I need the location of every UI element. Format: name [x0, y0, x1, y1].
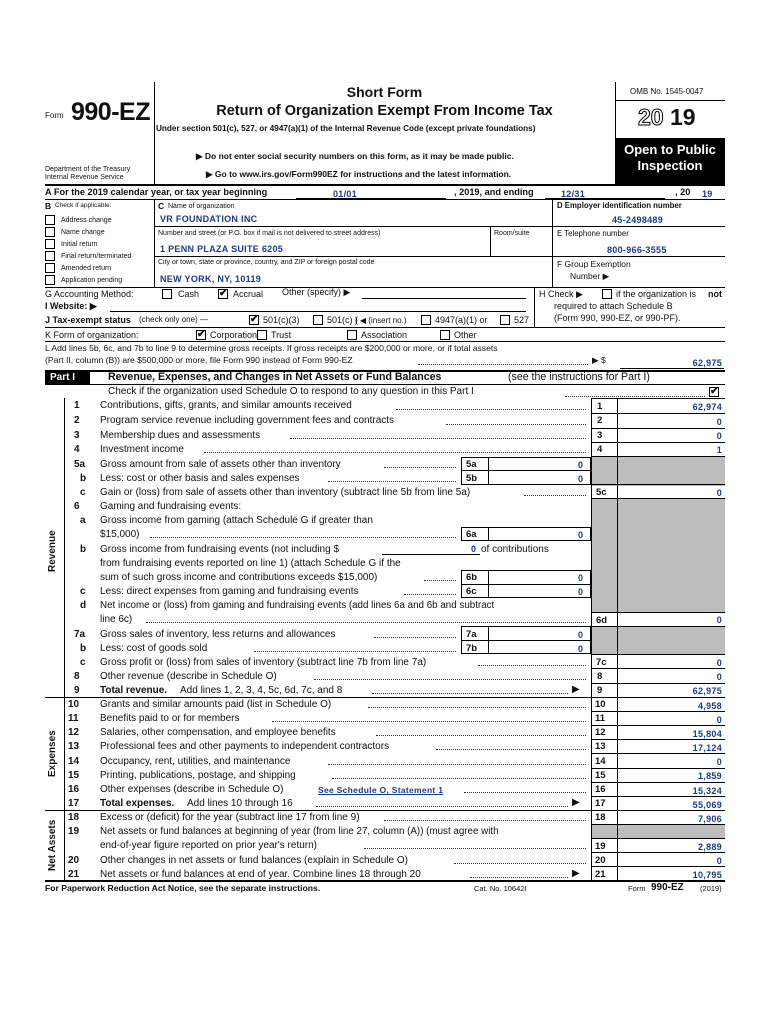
- footer-form-word: Form: [628, 884, 646, 893]
- line-12-amount[interactable]: 15,804: [692, 729, 722, 739]
- line-1-text: Contributions, gifts, grants, and similar amounts received: [100, 400, 352, 411]
- tax-year-begin[interactable]: 01/01: [333, 189, 358, 199]
- line-11-num: 11: [68, 713, 79, 724]
- line-11-amount[interactable]: 0: [716, 715, 722, 725]
- line-20-text: Other changes in net assets or fund balances (explain in Schedule O): [100, 855, 408, 866]
- checkbox-cash[interactable]: [162, 289, 172, 299]
- line-6b-text1b: of contributions: [481, 544, 549, 555]
- subtitle: Under section 501(c), 527, or 4947(a)(1) of the Internal Revenue Code (except private foundations): [156, 124, 536, 133]
- line-6d-text1: Net income or (loss) from gaming and fundraising events (add lines 6a and 6b and subtract: [100, 600, 495, 611]
- line-h-text3: (Form 990, 990-EZ, or 990-PF).: [554, 313, 681, 323]
- line-18-text: Excess or (deficit) for the year (subtract line 17 from line 9): [100, 812, 360, 823]
- checkbox-trust[interactable]: [257, 330, 267, 340]
- line-3-amount[interactable]: 0: [716, 431, 722, 441]
- label-501c: 501(c) (: [327, 315, 359, 325]
- line-18-amount[interactable]: 7,906: [697, 814, 722, 824]
- line-6b-num: b: [80, 544, 87, 555]
- line-3-text: Membership dues and assessments: [100, 430, 261, 441]
- line-6d-num: d: [80, 600, 87, 611]
- section-b-sub: Check if applicable:: [55, 202, 112, 209]
- line-2-num: 2: [74, 415, 80, 426]
- line-10-text: Grants and similar amounts paid (list in Schedule O): [100, 699, 332, 710]
- line-4-ref: 4: [597, 444, 603, 455]
- street-address[interactable]: 1 PENN PLAZA SUITE 6205: [160, 244, 284, 254]
- line-a-20: , 20: [675, 187, 691, 197]
- line-3-ref: 3: [597, 430, 603, 441]
- label-association: Association: [361, 330, 408, 340]
- label-4947: 4947(a)(1) or: [435, 315, 488, 325]
- label-name-change: Name change: [61, 229, 105, 236]
- part1-badge: [45, 371, 90, 384]
- line-7c-text: Gross profit or (loss) from sales of inventory (subtract line 7b from line 7a): [100, 657, 427, 668]
- line-7a-amount[interactable]: 0: [578, 630, 584, 640]
- line-8-text: Other revenue (describe in Schedule O): [100, 671, 277, 682]
- line-7a-text: Gross sales of inventory, less returns and allowances: [100, 629, 336, 640]
- line-5b-amount[interactable]: 0: [578, 474, 584, 484]
- line-5a-ref: 5a: [466, 459, 477, 470]
- line-17-ref: 17: [595, 798, 606, 809]
- line-21-text: Net assets or fund balances at end of year. Combine lines 18 through 20: [100, 869, 421, 880]
- line-10-num: 10: [68, 699, 80, 710]
- line-12-ref: 12: [595, 727, 606, 738]
- checkbox-501c3[interactable]: ✔: [250, 314, 259, 325]
- dept-line-2: Internal Revenue Service: [45, 174, 124, 181]
- label-final-return: Final return/terminated: [61, 253, 132, 260]
- label-corporation: Corporation: [210, 330, 258, 340]
- line-h-text1b: if the organization is: [616, 289, 697, 299]
- checkbox-address-change[interactable]: [45, 215, 55, 225]
- line-13-ref: 13: [595, 741, 606, 752]
- line-7c-ref: 7c: [596, 657, 607, 668]
- line-h-not: not: [708, 289, 722, 299]
- checkbox-4947[interactable]: [421, 315, 431, 325]
- city-state-zip[interactable]: NEW YORK, NY, 10119: [160, 274, 262, 284]
- checkbox-schedule-b[interactable]: [602, 289, 612, 299]
- line-i-label: I Website: ▶: [45, 301, 97, 311]
- line-18-ref: 18: [595, 812, 606, 823]
- line-6a-num: a: [80, 515, 86, 526]
- gross-receipts-amount[interactable]: 62,975: [692, 358, 722, 368]
- line-15-ref: 15: [595, 770, 606, 781]
- line-20-amount[interactable]: 0: [716, 856, 722, 866]
- notice-ssn: ▶ Do not enter social security numbers on this form, as it may be made public.: [196, 151, 514, 161]
- line-6c-amount[interactable]: 0: [578, 587, 584, 597]
- line-13-text: Professional fees and other payments to independent contractors: [100, 741, 390, 752]
- line-11-ref: 11: [595, 713, 606, 724]
- line-16-schedule-o-link[interactable]: See Schedule O, Statement 1: [318, 785, 444, 795]
- line-7c-num: c: [80, 657, 86, 668]
- checkbox-initial-return[interactable]: [45, 239, 55, 249]
- line-13-amount[interactable]: 17,124: [692, 743, 722, 753]
- shade-7ab: [591, 626, 725, 654]
- line-6a-amount[interactable]: 0: [578, 530, 584, 540]
- line-9-arrow-icon: ▶: [572, 684, 580, 695]
- title-short-form: Short Form: [346, 84, 423, 100]
- line-16-ref: 16: [595, 784, 606, 795]
- org-name-label: Name of organization: [168, 203, 235, 210]
- line-17-text: Add lines 10 through 16: [187, 798, 293, 809]
- line-5b-num: b: [80, 473, 87, 484]
- line-1-amount[interactable]: 62,974: [692, 402, 722, 412]
- revenue-side-label: Revenue: [47, 530, 58, 572]
- checkbox-name-change[interactable]: [45, 227, 55, 237]
- line-8-amount[interactable]: 0: [716, 672, 722, 682]
- line-k-label: K Form of organization:: [45, 330, 139, 340]
- line-13-num: 13: [68, 741, 80, 752]
- part1-label: Part I: [50, 372, 76, 383]
- line-2-ref: 2: [597, 415, 603, 426]
- line-16-amount[interactable]: 15,324: [692, 786, 722, 796]
- line-6d-text2: line 6c): [100, 614, 133, 625]
- ein-label: D Employer identification number: [557, 201, 682, 210]
- line-19-num: 19: [68, 826, 80, 837]
- line-20-ref: 20: [595, 855, 606, 866]
- line-21-ref: 21: [595, 869, 606, 880]
- line-j-note: (check only one) —: [139, 315, 208, 324]
- notice-website: ▶ Go to www.irs.gov/Form990EZ for instructions and the latest information.: [206, 169, 512, 179]
- label-527: 527: [514, 315, 530, 325]
- line-6c-text: Less: direct expenses from gaming and fundraising events: [100, 586, 359, 597]
- line-1-ref: 1: [597, 401, 603, 412]
- line-20-num: 20: [68, 855, 80, 866]
- line-17-num: 17: [68, 798, 80, 809]
- line-6-text: Gaming and fundraising events:: [100, 501, 242, 512]
- expenses-side-label: Expenses: [47, 730, 58, 777]
- dept-line-1: Department of the Treasury: [45, 166, 131, 173]
- label-amended-return: Amended return: [61, 265, 112, 272]
- label-application-pending: Application pending: [61, 277, 123, 284]
- section-b-letter: B: [45, 201, 52, 211]
- line-17-text-bold: Total expenses.: [100, 798, 175, 809]
- line-l-text1: L Add lines 5b, 6c, and 7b to line 9 to determine gross receipts. If gross receipts are $200,000 or more, or if total assets: [45, 343, 498, 353]
- label-accrual: Accrual: [233, 289, 264, 299]
- line-6-num: 6: [74, 501, 80, 512]
- line-21-arrow-icon: ▶: [572, 868, 580, 879]
- line-l-text2: (Part II, column (B)) are $500,000 or more, file Form 990 instead of Form 990-EZ: [45, 355, 353, 365]
- checkbox-application-pending[interactable]: [45, 275, 55, 285]
- line-17-amount[interactable]: 55,069: [692, 800, 722, 810]
- checkbox-association[interactable]: [347, 330, 357, 340]
- shade-5ab-ref: [591, 456, 617, 486]
- checkbox-amended-return[interactable]: [45, 263, 55, 273]
- line-5c-text: Gain or (loss) from sale of assets other than inventory (subtract line 5b from line 5a): [100, 487, 471, 498]
- line-18-num: 18: [68, 812, 80, 823]
- section-c-letter: C: [158, 201, 165, 211]
- line-6b-amount[interactable]: 0: [578, 573, 584, 583]
- line-6c-num: c: [80, 586, 86, 597]
- label-501c3: 501(c)(3): [263, 315, 300, 325]
- omb-number: OMB No. 1545-0047: [630, 87, 704, 96]
- line-8-ref: 8: [597, 671, 603, 682]
- line-7a-num: 7a: [74, 629, 86, 640]
- checkbox-501c[interactable]: [313, 315, 323, 325]
- line-3-num: 3: [74, 430, 80, 441]
- line-21-amount[interactable]: 10,795: [692, 870, 722, 880]
- net-assets-side-label: Net Assets: [47, 819, 58, 871]
- line-19-ref: 19: [595, 841, 606, 852]
- ein[interactable]: 45-2498489: [612, 215, 664, 225]
- schedule-o-check-text: Check if the organization used Schedule O to respond to any question in this Part I: [108, 386, 474, 397]
- line-11-text: Benefits paid to or for members: [100, 713, 240, 724]
- line-5c-num: c: [80, 487, 86, 498]
- line-9-text: Add lines 1, 2, 3, 4, 5c, 6d, 7c, and 8: [180, 685, 343, 696]
- line-10-ref: 10: [595, 699, 606, 710]
- line-5a-num: 5a: [74, 459, 86, 470]
- part1-title-note: (see the instructions for Part I): [508, 371, 650, 383]
- telephone[interactable]: 800-966-3555: [607, 245, 667, 255]
- open-line-2: Inspection: [637, 158, 703, 173]
- tax-year-yy[interactable]: 19: [702, 189, 713, 199]
- tel-label: E Telephone number: [557, 229, 629, 238]
- label-insert-no: ) ◀ (insert no.): [355, 316, 407, 325]
- group-exemption-label: F Group Exemption: [557, 259, 631, 269]
- line-2-text: Program service revenue including government fees and contracts: [100, 415, 395, 426]
- line-14-ref: 14: [595, 756, 606, 767]
- tax-year-end[interactable]: 12/31: [561, 189, 586, 199]
- line-4-text: Investment income: [100, 444, 184, 455]
- line-2-amount[interactable]: 0: [716, 417, 722, 427]
- line-6a-ref: 6a: [466, 529, 477, 540]
- checkbox-final-return[interactable]: [45, 251, 55, 261]
- line-12-num: 12: [68, 727, 80, 738]
- footer-year: (2019): [700, 884, 722, 893]
- line-10-amount[interactable]: 4,958: [697, 701, 722, 711]
- shade-19-top: [591, 824, 725, 838]
- line-5a-text: Gross amount from sale of assets other than inventory: [100, 459, 341, 470]
- line-16-text: Other expenses (describe in Schedule O): [100, 784, 284, 795]
- line-4-num: 4: [74, 444, 80, 455]
- label-other: Other: [454, 330, 477, 340]
- line-14-num: 14: [68, 756, 80, 767]
- line-5b-ref: 5b: [466, 473, 478, 484]
- line-9-ref: 9: [597, 685, 603, 696]
- line-j-label: J Tax-exempt status: [45, 315, 131, 325]
- line-6d-amount[interactable]: 0: [716, 615, 722, 625]
- line-9-num: 9: [74, 685, 80, 696]
- line-5b-text: Less: cost or other basis and sales expenses: [100, 473, 300, 484]
- city-label: City or town, state or province, country, and ZIP or foreign postal code: [158, 259, 375, 266]
- line-1-num: 1: [74, 400, 80, 411]
- part1-title: Revenue, Expenses, and Changes in Net Assets or Fund Balances: [108, 371, 442, 383]
- line-6d-ref: 6d: [596, 615, 608, 626]
- shade-6abc: [591, 498, 725, 612]
- line-15-num: 15: [68, 770, 80, 781]
- checkbox-corporation[interactable]: ✔: [197, 329, 206, 340]
- label-other-specify: Other (specify) ▶: [282, 287, 351, 297]
- line-7b-amount[interactable]: 0: [578, 644, 584, 654]
- label-cash: Cash: [178, 289, 200, 299]
- group-exemption-number-label: Number ▶: [570, 271, 610, 281]
- line-7a-ref: 7a: [466, 629, 477, 640]
- checkbox-other[interactable]: [440, 330, 450, 340]
- footer-notice: For Paperwork Reduction Act Notice, see the separate instructions.: [45, 883, 321, 893]
- label-initial-return: Initial return: [61, 241, 98, 248]
- line-6b-text2: from fundraising events reported on line 1) (attach Schedule G if the: [100, 558, 401, 569]
- line-21-num: 21: [68, 869, 80, 880]
- line-19-amount[interactable]: 2,889: [697, 842, 722, 852]
- line-16-num: 16: [68, 784, 80, 795]
- inner-box-6a: [461, 527, 591, 541]
- year-outline: 20: [638, 104, 664, 130]
- street-label: Number and street (or P.O. box if mail is not delivered to street address): [158, 230, 381, 237]
- inner-box-5ab: [461, 457, 591, 485]
- line-l-arrow: ▶ $: [592, 355, 606, 365]
- line-7c-amount[interactable]: 0: [716, 658, 722, 668]
- line-4-amount[interactable]: 1: [716, 445, 722, 455]
- title-main: Return of Organization Exempt From Income Tax: [216, 103, 553, 119]
- line-5c-amount[interactable]: 0: [716, 488, 722, 498]
- label-trust: Trust: [271, 330, 292, 340]
- line-19-text2: end-of-year figure reported on prior year's return): [100, 840, 318, 851]
- footer-form-number: 990-EZ: [651, 882, 684, 893]
- line-g-label: G Accounting Method:: [45, 289, 134, 299]
- line-15-text: Printing, publications, postage, and shipping: [100, 770, 296, 781]
- line-6b-ref: 6b: [466, 572, 478, 583]
- line-6a-text2: $15,000): [100, 529, 140, 540]
- line-9-amount[interactable]: 62,975: [692, 686, 722, 696]
- line-19-text1: Net assets or fund balances at beginning of year (from line 27, column (A)) (must agree with: [100, 826, 499, 837]
- line-12-text: Salaries, other compensation, and employee benefits: [100, 727, 336, 738]
- line-14-amount[interactable]: 0: [716, 757, 722, 767]
- year-bold: 19: [670, 104, 696, 130]
- line-7b-text: Less: cost of goods sold: [100, 643, 208, 654]
- line-a-label: A For the 2019 calendar year, or tax year beginning: [45, 187, 268, 197]
- line-14-text: Occupancy, rent, utilities, and maintenance: [100, 756, 291, 767]
- open-to-public-box: [615, 138, 725, 184]
- room-label: Room/suite: [494, 230, 530, 237]
- line-6b-text3: sum of such gross income and contributions exceeds $15,000): [100, 572, 378, 583]
- footer-cat-no: Cat. No. 10642I: [474, 884, 527, 893]
- line-15-amount[interactable]: 1,859: [697, 771, 722, 781]
- line-6b-text1: Gross income from fundraising events (not including $: [100, 544, 340, 555]
- form-word: Form: [45, 111, 64, 120]
- line-9-text-bold: Total revenue.: [100, 685, 168, 696]
- line-7b-num: b: [80, 643, 87, 654]
- line-6a-text1: Gross income from gaming (attach Schedule G if greater than: [100, 515, 373, 526]
- line-h-check: H Check ▶: [539, 289, 583, 299]
- line-6c-ref: 6c: [466, 586, 477, 597]
- line-17-arrow-icon: ▶: [572, 797, 580, 808]
- line-a-mid: , 2019, and ending: [454, 187, 534, 197]
- open-line-1: Open to Public: [624, 142, 716, 157]
- line-h-text2: required to attach Schedule B: [554, 301, 673, 311]
- line-6b-inline-amount[interactable]: 0: [471, 544, 477, 554]
- label-address-change: Address change: [61, 217, 112, 224]
- line-7b-ref: 7b: [466, 643, 478, 654]
- form-number: 990-EZ: [71, 98, 150, 126]
- checkbox-527[interactable]: [500, 315, 510, 325]
- org-name[interactable]: VR FOUNDATION INC: [160, 214, 258, 224]
- line-5a-amount[interactable]: 0: [578, 460, 584, 470]
- line-8-num: 8: [74, 671, 80, 682]
- checkbox-schedule-o[interactable]: ✔: [710, 386, 719, 397]
- shade-5ab: [617, 456, 725, 486]
- line-5c-ref: 5c: [596, 487, 607, 498]
- checkbox-accrual[interactable]: ✔: [219, 288, 228, 299]
